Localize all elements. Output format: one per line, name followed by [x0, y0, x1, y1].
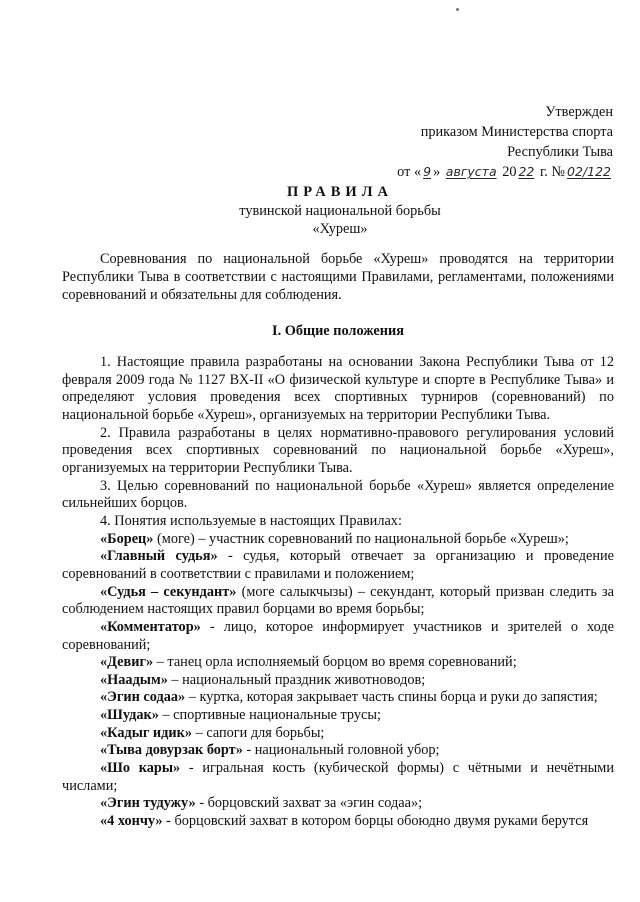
paragraph-text: 1. Настоящие правила разработаны на основании Закона Республики Тыва от 12 февраля 2009 года № 1127 ВХ-II «О физической культуре и спорте в Республике Тыва» и определяют условия проведения всех спортивных турниров (соревнований) по национальной борьбе «Хуреш», организуемых на территории Республики Тыва.: [62, 354, 614, 423]
paragraph-text: - игральная кость (кубической формы) с чётными и нечётными числами;: [62, 760, 614, 794]
paragraph-text: 2. Правила разработаны в целях нормативно-правового регулирования условий проведения всех спортивных соревнований по национальной борьбе «Хуреш», организуемых на территории Республики Тыва.: [62, 424, 614, 476]
paragraph-text: 3. Целью соревнований по национальной борьбе «Хуреш» является определение сильнейших борцов.: [62, 477, 614, 512]
paragraph-text: - борцовский захват за «эгин содаа»;: [195, 795, 423, 812]
approval-line-order: приказом Министерства спорта: [420, 124, 613, 140]
body-paragraph: [62, 513, 614, 531]
body-paragraph: [62, 584, 614, 619]
definition-term: «Борец»: [100, 530, 154, 547]
document-title-block: [0, 183, 640, 238]
paragraph-text: - судья, который отвечает за организацию и проведение соревнований в соответствии с правилами и положением;: [62, 548, 614, 582]
paragraph-text: (моге салыкчызы) – секундант, который призван следить за соблюдением настоящих правил борцами во время борьбы;: [62, 583, 615, 618]
intro-paragraph: Соревнования по национальной борьбе «Хуреш» проводятся на территории Республики Тыва в соответствии с настоящими Правилами, регламентами, положениями соревнований и обязательны для соблюдения.: [62, 251, 614, 303]
body-paragraph: [62, 425, 614, 478]
definition-term: «4 хончу»: [100, 813, 163, 830]
definition-term: «Кадыг идик»: [100, 724, 193, 741]
body-paragraph: [62, 725, 614, 743]
handwritten-year: 22: [518, 164, 535, 179]
definition-term: «Наадым»: [100, 671, 168, 688]
body-paragraph: [62, 689, 614, 707]
definition-term: «Комментатор»: [100, 618, 201, 635]
definition-term: «Эгин содаа»: [100, 689, 186, 706]
paragraph-text: – сапоги для борьбы;: [192, 724, 325, 741]
paragraph-text: (моге) – участник соревнований по национальной борьбе «Хуреш»;: [153, 530, 569, 547]
section-heading: I. Общие положения: [272, 323, 404, 339]
document-body: [62, 354, 614, 831]
document-subtitle-2: «Хуреш»: [312, 221, 368, 237]
definition-term: «Эгин тудужу»: [100, 795, 196, 812]
body-paragraph: [62, 478, 614, 513]
definition-term: «Девиг»: [100, 654, 154, 671]
paragraph-text: – танец орла исполняемый борцом во время соревнований;: [153, 654, 517, 671]
body-paragraph: [62, 548, 614, 583]
definition-term: «Шудак»: [100, 707, 159, 724]
body-paragraph: [62, 531, 614, 549]
paragraph-text: – спортивные национальные трусы;: [158, 707, 381, 724]
scan-speck: [456, 8, 459, 11]
body-paragraph: [62, 672, 614, 690]
approval-line-republic: Республики Тыва: [507, 144, 613, 160]
document-subtitle-1: тувинской национальной борьбы: [239, 203, 441, 219]
body-paragraph: [62, 742, 614, 760]
body-paragraph: [62, 354, 614, 425]
handwritten-month: августа: [445, 164, 497, 179]
definition-term: «Главный судья»: [100, 548, 218, 565]
definition-term: «Судья – секундант»: [100, 583, 237, 600]
definition-term: «Тыва довурзак борт»: [100, 742, 243, 759]
body-paragraph: [62, 707, 614, 725]
definition-term: «Шо кары»: [100, 760, 181, 777]
paragraph-text: - лицо, которое информирует участников и зрителей о ходе соревнований;: [62, 618, 614, 653]
approval-stamp-block: [397, 102, 613, 182]
body-paragraph: [62, 795, 614, 813]
paragraph-text: – национальный праздник животноводов;: [167, 671, 426, 688]
handwritten-day: 9: [423, 164, 432, 179]
body-paragraph: [62, 654, 614, 672]
paragraph-text: - борцовский захват в котором борцы обоюдно двумя руками берутся: [162, 813, 589, 830]
document-title: ПРАВИЛА: [287, 184, 393, 200]
paragraph-text: 4. Понятия используемые в настоящих Правилах:: [100, 512, 402, 529]
paragraph-text: – куртка, которая закрывает часть спины борца и руки до запястия;: [185, 689, 598, 706]
body-paragraph: [62, 760, 614, 795]
handwritten-order-number: 02/122: [567, 164, 611, 179]
approval-date-line: от « 9 » августа 20 22 г. № 02/122: [397, 164, 611, 180]
body-paragraph: [62, 813, 614, 831]
body-paragraph: [62, 619, 614, 654]
approval-line-approved: Утвержден: [545, 104, 613, 120]
paragraph-text: - национальный головной убор;: [242, 742, 440, 759]
